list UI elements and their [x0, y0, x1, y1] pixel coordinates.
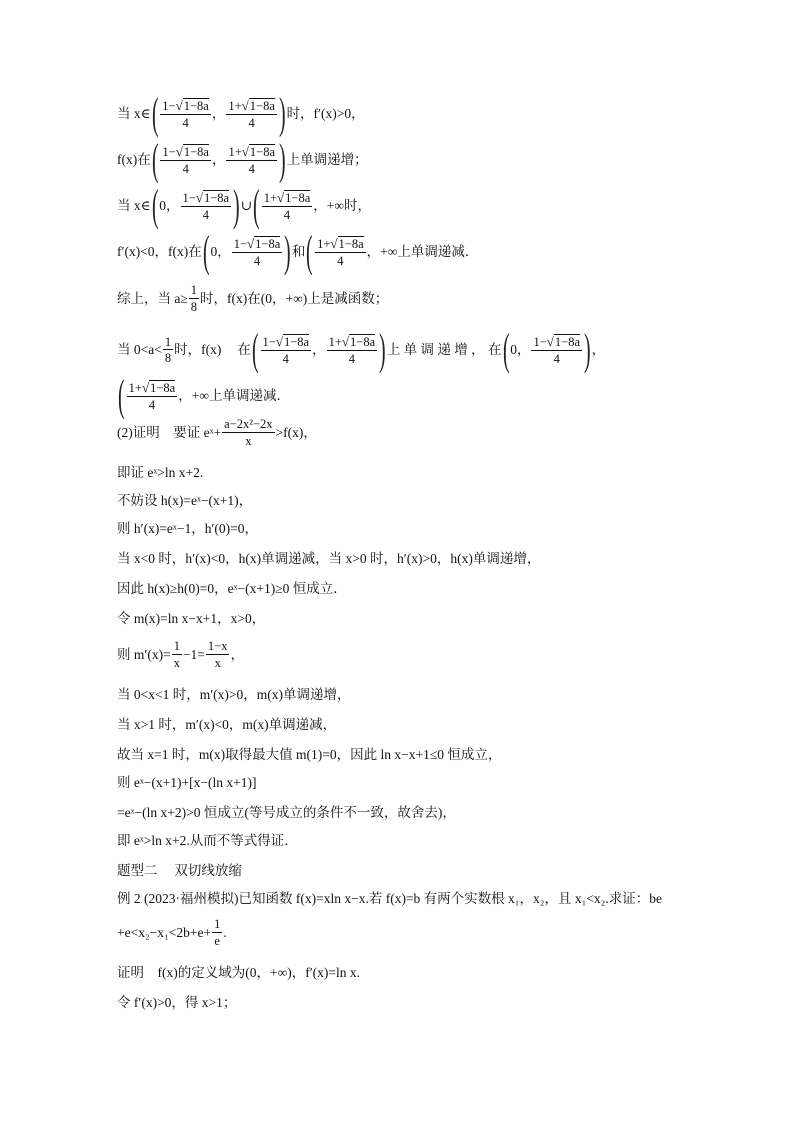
section-heading: 题型二 双切线放缩 [117, 863, 242, 878]
fraction: $\frac{1-√1-8a}{4}$ [162, 98, 209, 130]
line-12: 当 x<0 时，h′(x)<0，h(x)单调递减，当 x>0 时，h′(x)>0，h(x)单调递增， [117, 551, 541, 566]
line-4: f′(x)<0，f(x)在 ( 0， $\frac{1-√1-8a}{4}$ ) 和 ( $\frac{1+√1-8a}{4}$ ，+∞上单调递减． [117, 227, 479, 276]
fraction: $\frac{\text{a−2x²−2x}}{x}$ [224, 417, 273, 448]
line-24: +e<x₂−x₁<2b+e+ $\frac{1}{e}$ . [117, 917, 227, 948]
line-10: 不妨设 h(x)=eˣ−(x+1)， [117, 493, 253, 508]
line-9: 即证 eˣ>ln x+2. [117, 465, 204, 480]
line-2: f(x)在 ( $\frac{1-√1-8a}{4}$ ， $\frac{1+√1-8a}{4}$ ) 上单调递增； [117, 135, 368, 184]
fraction: $\frac{1-√1-8a}{4}$ [533, 334, 581, 366]
line-16: 当 0<x<1 时，m′(x)>0，m(x)单调递增， [117, 687, 351, 702]
fraction: $\frac{1-√1-8a}{4}$ [233, 236, 281, 268]
fraction: $\frac{1}{x}$ [173, 639, 180, 670]
line-1: 当 x∈ ( $\frac{1-√1-8a}{4}$ ， $\frac{1+√1-8a}{4}$ ) 时，f′(x)>0， [117, 89, 365, 138]
line-18: 故当 x=1 时，m(x)取得最大值 m(1)=0，因此 ln x−x+1≤0 恒成立， [117, 747, 502, 762]
line-13: 因此 h(x)≥h(0)=0，eˣ−(x+1)≥0 恒成立． [117, 581, 347, 596]
line-8: (2)证明 要证 eˣ+ $\frac{\text{a−2x²−2x}}{x}$ >f(x)， [117, 417, 317, 448]
fraction: $\frac{1+√1-8a}{4}$ [128, 380, 176, 412]
line-5: 综上，当 a≥ $\frac{1}{8}$ 时，f(x)在(0，+∞)上是减函数； [117, 283, 389, 314]
line-25: 证明 f(x)的定义域为(0，+∞)，f′(x)=ln x. [117, 965, 361, 980]
fraction: $\frac{1}{8}$ [164, 334, 172, 365]
line-19: 则 eˣ−(x+1)+[x−(ln x+1)] [117, 775, 257, 790]
line-17: 当 x>1 时，m′(x)<0，m(x)单调递减， [117, 717, 337, 732]
line-7: ( $\frac{1+√1-8a}{4}$ ，+∞上单调递减． [118, 371, 290, 420]
fraction: $\frac{1+√1-8a}{4}$ [263, 190, 311, 222]
line-6: 当 0<a< $\frac{1}{8}$ 时，f(x) 在 ( $\frac{1-√1-8a}{4}$ ， $\frac{1+√1-8a}{4}$ ) 上 单 调 递 增 ， 在 ( 0， $\frac{1-√1-8a}{4}$ ) ， [117, 325, 606, 374]
fraction: $\frac{1+√1-8a}{4}$ [228, 144, 276, 176]
fraction: $\frac{1+√1-8a}{4}$ [228, 98, 275, 130]
fraction: $\frac{1-√1-8a}{4}$ [262, 334, 310, 366]
text: 当 x∈ [117, 106, 151, 122]
line-3: 当 x∈ ( 0， $\frac{1-√1-8a}{4}$ ) ∪ ( $\frac{1+√1-8a}{4}$ ，+∞时， [117, 181, 372, 230]
line-14: 令 m(x)=ln x−x+1，x>0， [117, 611, 266, 626]
line-11: 则 h′(x)=eˣ−1，h′(0)=0， [117, 521, 258, 536]
line-26: 令 f′(x)>0，得 x>1； [117, 995, 237, 1010]
line-15: 则 m′(x)= $\frac{1}{x}$ −1= $\frac{1-x}{x}$ ， [117, 639, 244, 670]
fraction: $\frac{1+√1-8a}{4}$ [317, 236, 364, 268]
fraction: $\frac{1-x}{x}$ [207, 639, 228, 670]
fraction: $\frac{1-√1-8a}{4}$ [182, 190, 230, 222]
line-20: =eˣ−(ln x+2)>0 恒成立(等号成立的条件不一致，故舍去)， [117, 805, 456, 820]
fraction: $\frac{1}{8}$ [190, 283, 198, 314]
fraction: $\frac{1-√1-8a}{4}$ [162, 144, 209, 176]
text: 时，f′(x)>0， [286, 106, 365, 122]
line-23: 例 2 (2023·福州模拟)已知函数 f(x)=xln x−x.若 f(x)=b 有两个实数根 x₁，x₂，且 x₁<x₂.求证：be [117, 891, 662, 906]
fraction: $\frac{1+√1-8a}{4}$ [328, 334, 376, 366]
line-21: 即 eˣ>ln x+2.从而不等式得证． [117, 833, 298, 848]
fraction: $\frac{1}{e}$ [214, 917, 221, 948]
